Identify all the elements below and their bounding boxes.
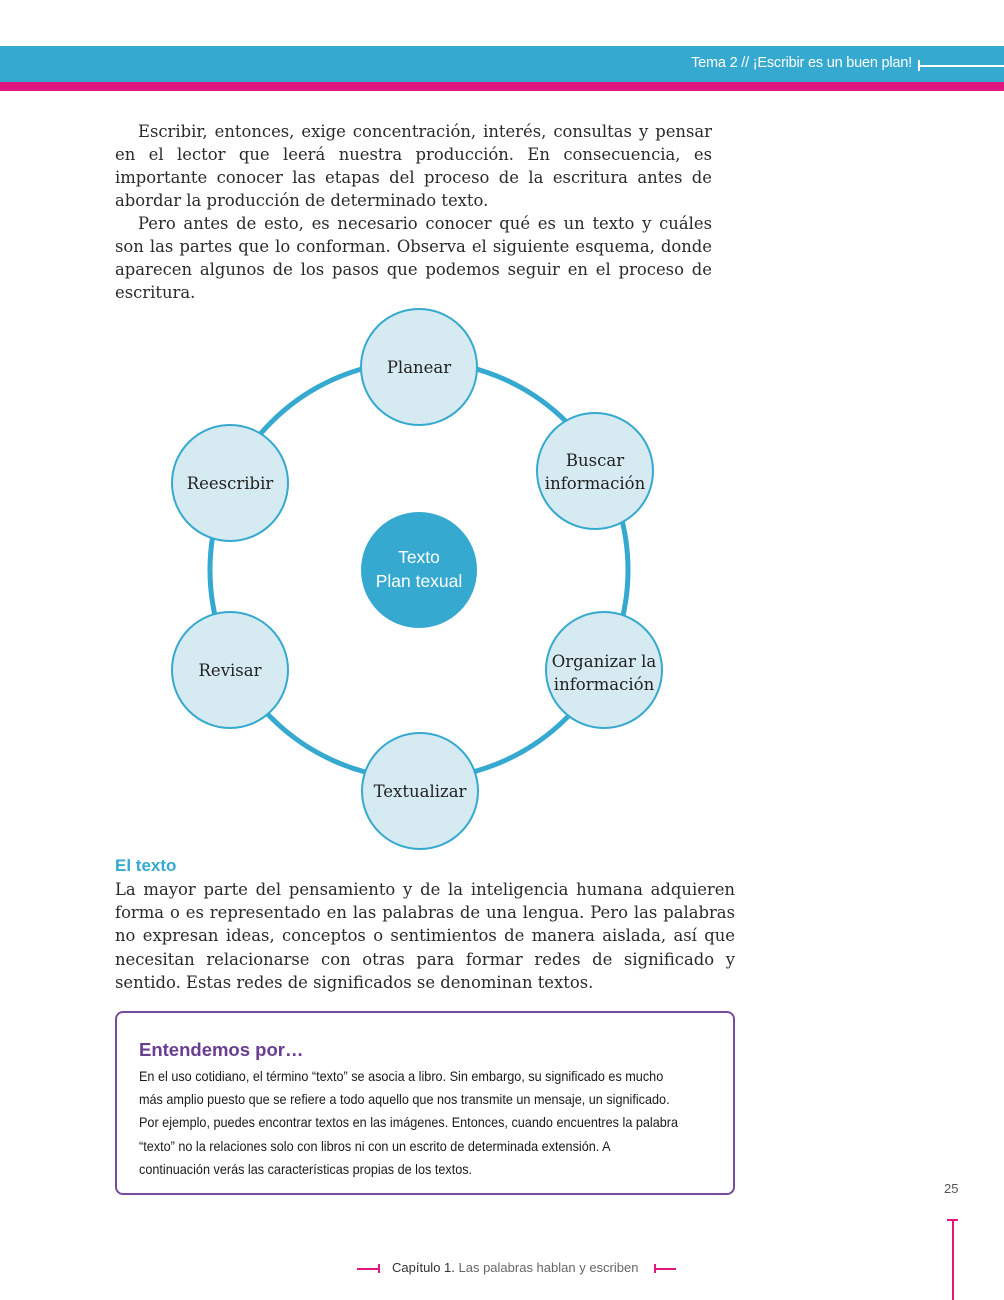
step-node-label: Reescribir	[186, 474, 274, 493]
step-node-label-line2: información	[544, 474, 646, 493]
header-accent-stripe	[0, 82, 1004, 91]
header-title: Tema 2 // ¡Escribir es un buen plan!	[691, 55, 912, 71]
section-title: El texto	[115, 856, 177, 875]
step-node-textualizar	[362, 733, 478, 849]
center-node-line2: Plan texual	[375, 571, 463, 591]
page-number: 25	[944, 1181, 959, 1196]
page-edge-rule-tick	[947, 1219, 958, 1221]
footer-chapter-title: Las palabras hablan y escriben	[458, 1260, 639, 1275]
page-edge-rule	[952, 1219, 954, 1300]
step-node-label: Revisar	[198, 661, 262, 680]
step-node-buscar-informacion	[537, 413, 653, 529]
footer-rule-left	[357, 1268, 379, 1270]
step-node-label-line2: información	[553, 675, 655, 694]
center-node	[361, 512, 477, 628]
step-node-planear	[361, 309, 477, 425]
definition-box-title: Entendemos por…	[139, 1039, 304, 1060]
header-rule	[918, 65, 1004, 67]
section-body: La mayor parte del pensamiento y de la inteligencia humana adquieren forma o es representado en las palabras de una lengua. Pero las palabras no expresan ideas, conceptos o sentimientos de manera aislada, así que necesitan relacionarse con otras para formar redes de significado y sentido. Estas redes de significados se denominan textos.	[115, 880, 735, 992]
footer-rule-right-tick	[654, 1264, 656, 1273]
step-node-circle	[537, 413, 653, 529]
intro-paragraph-2: Pero antes de esto, es necesario conocer qué es un texto y cuáles son las partes que lo conforman. Observa el siguiente esquema, donde aparecen algunos de los pasos que podemos seguir en el proceso de escritura.	[115, 214, 712, 302]
intro-paragraph-1: Escribir, entonces, exige concentración, interés, consultas y pensar en el lector que leerá nuestra producción. En consecuencia, es importante conocer las etapas del proceso de la escritura antes de abordar la producción de determinado texto.	[115, 122, 712, 210]
definition-box	[115, 1011, 735, 1195]
center-node-line1: Texto	[398, 547, 440, 567]
footer-chapter-label: Capítulo 1.	[392, 1260, 455, 1275]
step-node-organizar-informacion	[546, 612, 662, 728]
step-node-label-line1: Buscar	[565, 451, 625, 470]
footer-chapter	[392, 1260, 638, 1275]
step-node-revisar	[172, 612, 288, 728]
step-node-reescribir	[172, 425, 288, 541]
header-rule-tick	[918, 60, 920, 71]
definition-box-body: En el uso cotidiano, el término “texto” se asocia a libro. Sin embargo, su significado es mucho más amplio puesto que se refiere a todo aquello que nos transmite un mensaje, un significado. Por ejemplo, puedes encontrar textos en las imágenes. Entonces, cuando encuentres la palabra “texto” no la relaciones solo con libros ni con un escrito de determinada extensión. A continuación verás las características propias de los textos.	[139, 1069, 679, 1177]
step-node-label: Planear	[386, 358, 452, 377]
footer-rule-left-tick	[378, 1264, 380, 1273]
center-node-circle	[361, 512, 477, 628]
footer-rule-right	[654, 1268, 676, 1270]
step-node-label: Textualizar	[373, 782, 467, 801]
writing-process-diagram	[0, 290, 1004, 860]
step-node-label-line1: Organizar la	[551, 652, 657, 671]
